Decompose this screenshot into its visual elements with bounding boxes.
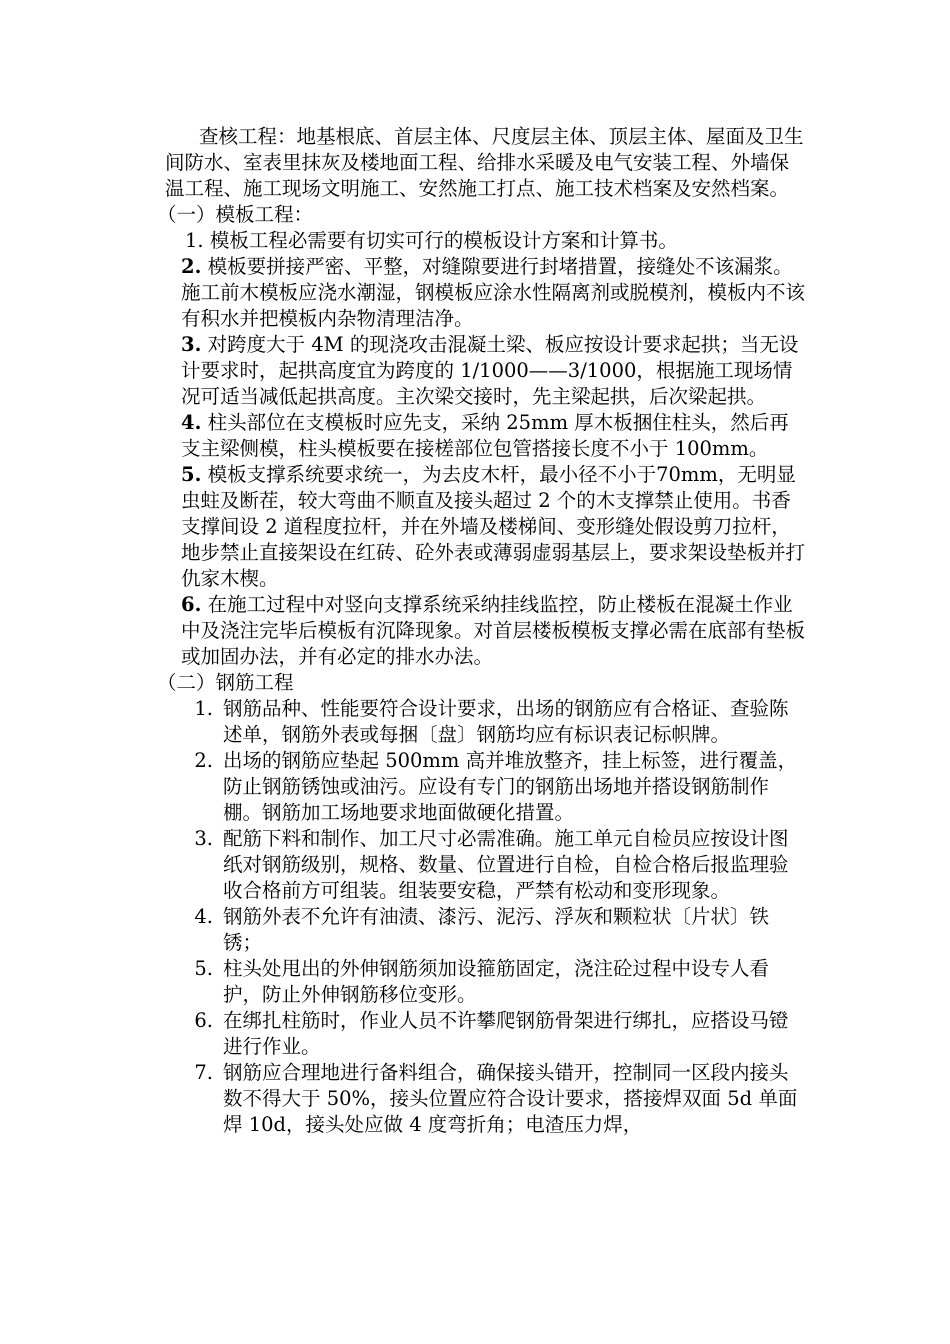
item-number: 2. — [181, 255, 202, 278]
item-text: 模板支撑系统要求统一，为去皮木杆，最小径不小于70mm，无明显虫蛀及断茬，较大弯曲不顺直及接头超过 2 个的木支撑禁止使用。书香支撑间设 2 道程度拉杆，并在外墙及楼梯间、变形缝处假设剪刀拉杆，地步禁止直接架设在红砖、砼外表或薄弱虚弱基层上，要求架设垫板并打仇家木楔。 — [181, 463, 806, 590]
document-body — [157, 124, 806, 1138]
formwork-item-4 — [165, 410, 805, 462]
item-number: 4. — [194, 905, 213, 928]
item-number: 1. — [194, 697, 213, 720]
item-number: 5. — [181, 463, 202, 486]
item-text: 在绑扎柱筋时，作业人员不许攀爬钢筋骨架进行绑扎，应搭设马镫进行作业。 — [223, 1009, 789, 1058]
item-number: 3. — [194, 827, 213, 850]
item-number: 6. — [194, 1009, 213, 1032]
item-text: 模板要拼接严密、平整，对缝隙要进行封堵措置，接缝处不该漏浆。施工前木模板应浇水潮湿，钢模板应涂水性隔离剂或脱模剂，模板内不该有积水并把模板内杂物清理洁净。 — [181, 255, 806, 330]
rebar-item-6 — [165, 1008, 805, 1060]
rebar-item-1 — [165, 696, 805, 748]
item-text: 在施工过程中对竖向支撑系统采纳挂线监控，防止楼板在混凝土作业中及浇注完毕后模板有沉降现象。对首层楼板模板支撑必需在底部有垫板或加固办法，并有必定的排水办法。 — [181, 593, 806, 668]
formwork-list — [165, 228, 805, 670]
section-heading-rebar: （二）钢筋工程 — [157, 671, 294, 694]
item-number: 1. — [185, 229, 204, 252]
item-text: 出场的钢筋应垫起 500mm 高并堆放整齐，挂上标签，进行覆盖，防止钢筋锈蚀或油污。应设有专门的钢筋出场地并搭设钢筋制作棚。钢筋加工场地要求地面做硬化措置。 — [223, 749, 798, 824]
item-text: 模板工程必需要有切实可行的模板设计方案和计算书。 — [209, 229, 678, 252]
item-text: 对跨度大于 4M 的现浇攻击混凝土梁、板应按设计要求起拱；当无设计要求时，起拱高度宜为跨度的 1/1000——3/1000，根据施工现场情况可适当减低起拱高度。主次梁交接时，先主梁起拱，后次梁起拱。 — [181, 333, 799, 408]
item-number: 3. — [181, 333, 202, 356]
formwork-item-3 — [165, 332, 805, 410]
item-text: 钢筋应合理地进行备料组合，确保接头错开，控制同一区段内接头数不得大于 50%，接头位置应符合设计要求，搭接焊双面 5d 单面焊 10d，接头处应做 4 度弯折角；电渣压力焊， — [223, 1061, 798, 1136]
item-text: 柱头部位在支模板时应先支，采纳 25mm 厚木板捆住柱头，然后再支主梁侧模，柱头模板要在接槎部位包管搭接长度不小于 100mm。 — [181, 411, 789, 460]
formwork-item-1 — [165, 228, 805, 254]
formwork-item-5 — [165, 462, 805, 592]
rebar-item-5 — [165, 956, 805, 1008]
item-text: 钢筋外表不允许有油渍、漆污、泥污、浮灰和颗粒状〔片状〕铁锈； — [223, 905, 770, 954]
item-number: 7. — [194, 1061, 213, 1084]
intro-paragraph: 查核工程：地基根底、首层主体、尺度层主体、顶层主体、屋面及卫生间防水、室表里抹灰及楼地面工程、给排水采暖及电气安装工程、外墙保温工程、施工现场文明施工、安然施工打点、施工技术档案及安然档案。 — [165, 125, 804, 200]
item-text: 柱头处甩出的外伸钢筋须加设箍筋固定，浇注砼过程中设专人看护，防止外伸钢筋移位变形。 — [223, 957, 770, 1006]
item-number: 2. — [194, 749, 213, 772]
item-text: 钢筋品种、性能要符合设计要求，出场的钢筋应有合格证、查验陈述单，钢筋外表或每捆〔盘〕钢筋均应有标识表记标帜牌。 — [223, 697, 789, 746]
formwork-item-6 — [165, 592, 805, 670]
rebar-item-4 — [165, 904, 805, 956]
item-number: 4. — [181, 411, 202, 434]
rebar-list — [165, 696, 805, 1138]
item-number: 5. — [194, 957, 213, 980]
rebar-item-3 — [165, 826, 805, 904]
rebar-item-7 — [165, 1060, 805, 1138]
section-heading-formwork: （一）模板工程： — [157, 203, 314, 226]
item-number: 6. — [181, 593, 202, 616]
formwork-item-2 — [165, 254, 805, 332]
item-text: 配筋下料和制作、加工尺寸必需准确。施工单元自检员应按设计图纸对钢筋级别，规格、数量、位置进行自检，自检合格后报监理验收合格前方可组装。组装要安稳，严禁有松动和变形现象。 — [223, 827, 789, 902]
rebar-item-2 — [165, 748, 805, 826]
